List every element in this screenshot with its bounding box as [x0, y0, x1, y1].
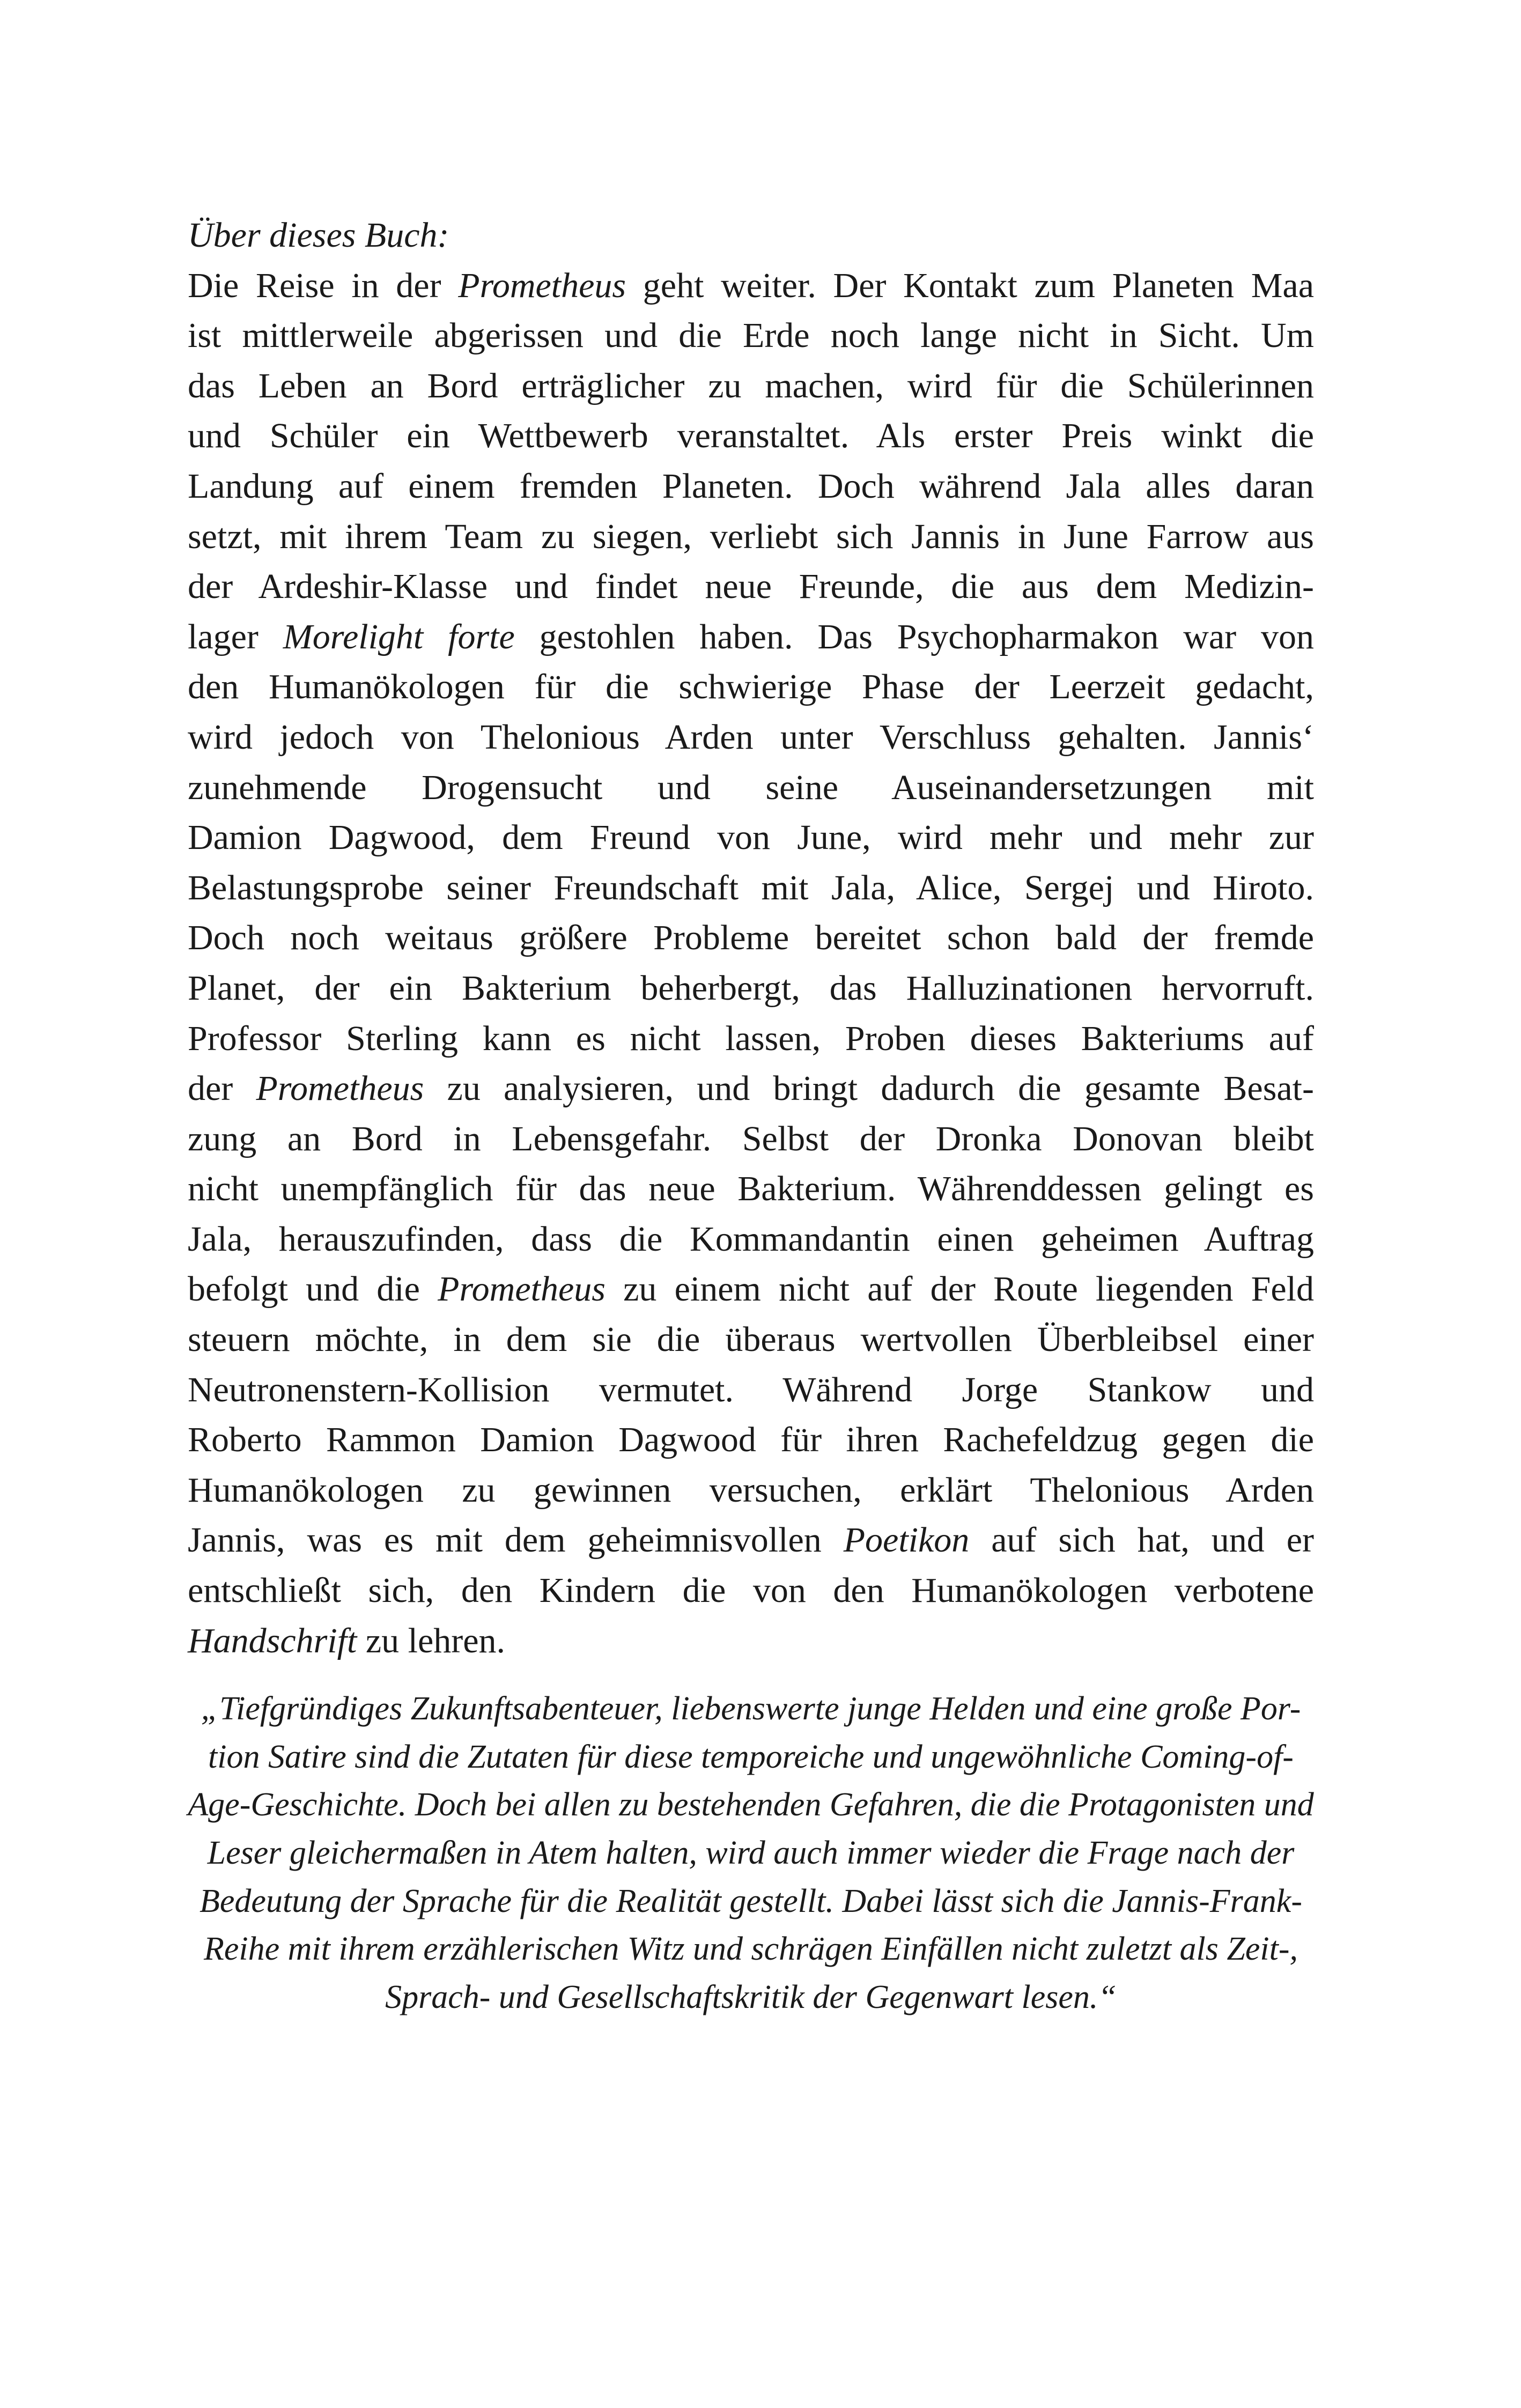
text-run: zung an Bord in Lebensgefahr. Selbst der Dronka Donovan bleibt [188, 1119, 1314, 1158]
body-line [188, 1164, 1314, 1214]
text-run: Humanökologen zu gewinnen versuchen, erklärt Thelonious Arden [188, 1470, 1314, 1510]
body-line [188, 411, 1314, 461]
italic-title: Handschrift [188, 1621, 357, 1660]
text-run: Belastungsprobe seiner Freundschaft mit Jala, Alice, Sergej und Hiroto. [188, 868, 1314, 907]
text-run: setzt, mit ihrem Team zu siegen, verliebt sich Jannis in June Farrow aus [188, 516, 1314, 556]
quote-line: Sprach- und Gesellschaftskritik der Gegenwart lesen.“ [385, 1979, 1117, 2016]
quote-line: Age-Geschichte. Doch bei allen zu bestehenden Gefahren, die die Protagonisten und [188, 1786, 1314, 1823]
body-line [188, 913, 1314, 963]
text-run: zu analysieren, und bringt dadurch die gesamte Besat- [424, 1069, 1314, 1109]
body-line [188, 963, 1314, 1014]
text-run: Roberto Rammon Damion Dagwood für ihren Rachefeldzug gegen die [188, 1420, 1314, 1460]
text-run: ist mittlerweile abgerissen und die Erde noch lange nicht in Sicht. Um [188, 316, 1314, 356]
quote-line: tion Satire sind die Zutaten für diese temporeiche und ungewöhnliche Coming-of- [208, 1738, 1294, 1775]
body-line [188, 512, 1314, 562]
body-line [188, 1264, 1314, 1314]
review-quote [188, 1685, 1314, 2022]
body-line [188, 863, 1314, 913]
italic-title: Prometheus [256, 1069, 424, 1109]
text-run: auf sich hat, und er [969, 1520, 1315, 1560]
synopsis-block [188, 210, 1314, 1666]
quote-line: Reihe mit ihrem erzählerischen Witz und schrägen Einfällen nicht zuletzt als Zeit-, [203, 1931, 1298, 1968]
text-run: wird jedoch von Thelonious Arden unter Verschluss gehalten. Jannis‘ [188, 717, 1314, 757]
body-line [188, 1214, 1314, 1265]
text-run: zu einem nicht auf der Route liegenden Feld [605, 1269, 1314, 1309]
text-run: der Ardeshir-Klasse und findet neue Freunde, die aus dem Medizin- [188, 567, 1314, 607]
body-line [188, 1114, 1314, 1164]
italic-title: Morelight forte [283, 617, 515, 656]
body-line [188, 1515, 1314, 1565]
text-run: Jannis, was es mit dem geheimnisvollen [188, 1520, 844, 1560]
body-line [188, 311, 1314, 361]
italic-title: Poetikon [843, 1520, 970, 1560]
text-run: zunehmende Drogensucht und seine Auseinandersetzungen mit [188, 767, 1314, 807]
text-run: Neutronenstern-Kollision vermutet. Während Jorge Stankow und [188, 1370, 1314, 1409]
body-line [188, 763, 1314, 813]
quote-line: Bedeutung der Sprache für die Realität gestellt. Dabei lässt sich die Jannis-Frank- [200, 1882, 1302, 1919]
text-run: Planet, der ein Bakterium beherbergt, das Halluzinationen hervorruft. [188, 968, 1314, 1008]
quote-line: Leser gleichermaßen in Atem halten, wird auch immer wieder die Frage nach der [207, 1835, 1295, 1872]
body-line [188, 461, 1314, 512]
body-line [188, 812, 1314, 863]
text-run: befolgt und die [188, 1269, 438, 1309]
text-run: Landung auf einem fremden Planeten. Doch während Jala alles daran [188, 466, 1314, 506]
text-run: nicht unempfänglich für das neue Bakterium. Währenddessen gelingt es [188, 1169, 1314, 1209]
body-line [188, 612, 1314, 662]
body-line [188, 1014, 1314, 1064]
body-line [188, 1365, 1314, 1415]
text-run: das Leben an Bord erträglicher zu machen, wird für die Schülerinnen [188, 366, 1314, 405]
body-line [188, 1565, 1314, 1616]
text-run: lager [188, 617, 283, 656]
text-run: zu lehren. [357, 1621, 506, 1660]
synopsis-paragraph [188, 261, 1314, 1666]
text-run: Professor Sterling kann es nicht lassen, Proben dieses Bakteriums auf [188, 1018, 1314, 1058]
body-line [188, 361, 1314, 411]
text-run: Die Reise in der [188, 265, 459, 305]
text-run: Jala, herauszufinden, dass die Kommandantin einen geheimen Auftrag [188, 1219, 1314, 1259]
text-run: Doch noch weitaus größere Probleme bereitet schon bald der fremde [188, 918, 1314, 958]
text-run: geht weiter. Der Kontakt zum Planeten Maa [626, 265, 1314, 305]
text-run: und Schüler ein Wettbewerb veranstaltet. Als erster Preis winkt die [188, 416, 1314, 456]
body-line [188, 562, 1314, 612]
body-line [188, 1063, 1314, 1114]
text-run: steuern möchte, in dem sie die überaus wertvollen Überbleibsel einer [188, 1320, 1314, 1360]
italic-title: Prometheus [458, 265, 626, 305]
text-run: der [188, 1069, 256, 1109]
text-run: den Humanökologen für die schwierige Phase der Leerzeit gedacht, [188, 667, 1314, 707]
text-run: gestohlen haben. Das Psychopharmakon war von [514, 617, 1315, 656]
text-run: entschließt sich, den Kindern die von den Humanökologen verbotene [188, 1571, 1314, 1611]
body-line [188, 1415, 1314, 1465]
body-line [188, 1314, 1314, 1365]
quote-line: „Tiefgründiges Zukunftsabenteuer, liebenswerte junge Helden und eine große Por- [201, 1690, 1301, 1727]
body-line [188, 261, 1314, 311]
body-line [188, 662, 1314, 712]
italic-title: Prometheus [438, 1269, 606, 1309]
section-heading: Über dieses Buch: [188, 216, 449, 255]
body-line [188, 1465, 1314, 1516]
text-run: Damion Dagwood, dem Freund von June, wird mehr und mehr zur [188, 818, 1314, 858]
body-line [188, 1616, 1314, 1666]
body-line [188, 712, 1314, 763]
